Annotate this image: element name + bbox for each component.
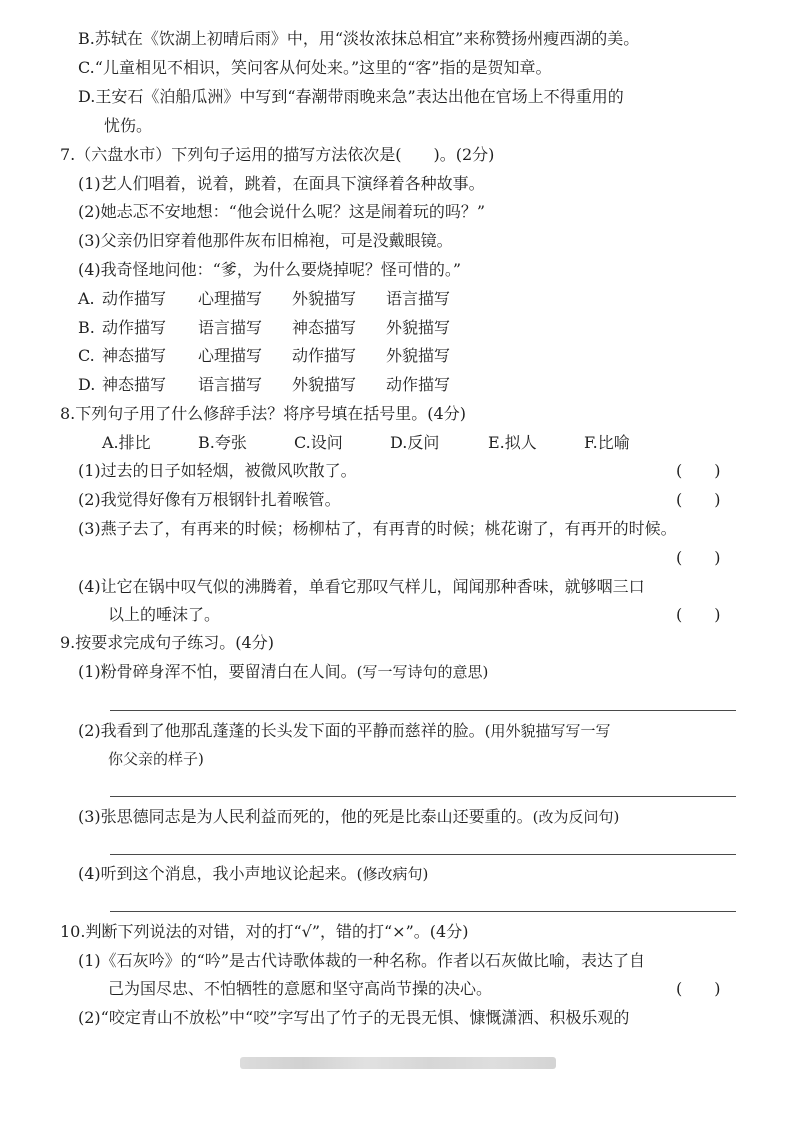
q7-stem: 7.（六盘水市）下列句子运用的描写方法依次是( )。(2分): [60, 145, 495, 164]
q7-option-item: 动作描写: [102, 318, 167, 337]
q8-choice: D.反问: [390, 433, 440, 452]
q6-option-d-line1: D.王安石《泊船瓜洲》中写到“春潮带雨晚来急”表达出他在官场上不得重用的: [78, 87, 624, 106]
q7-option-label: A.: [78, 289, 95, 308]
q9-sentence-1-text: (1)粉骨碎身浑不怕，要留清白在人间。: [78, 662, 357, 681]
q9-sentence-2-instruction-cont: 你父亲的样子): [108, 750, 204, 768]
q8-stem: 8.下列句子用了什么修辞手法？将序号填在括号里。(4分): [60, 404, 466, 423]
q8-choice: A.排比: [102, 433, 151, 452]
q8-sentence-4-line1: (4)让它在锅中叹气似的沸腾着，单看它那叹气样儿，闻闻那种香味，就够咽三口: [78, 577, 645, 596]
q7-sentence-3: (3)父亲仍旧穿着他那件灰布旧棉袍，可是没戴眼镜。: [78, 231, 453, 250]
q9-sentence-4-instruction: (修改病句): [356, 865, 429, 883]
q7-option-item: 外貌描写: [386, 318, 451, 337]
q7-option-label: C.: [78, 346, 95, 365]
q8-sentence-1: (1)过去的日子如轻烟，被微风吹散了。: [78, 461, 357, 480]
q8-choice: E.拟人: [488, 433, 537, 452]
q7-option-item: 语言描写: [198, 375, 263, 394]
q7-sentence-2: (2)她忐忑不安地想：“他会说什么呢？这是闹着玩的吗？”: [78, 202, 486, 221]
q6-option-c: C.“儿童相见不相识，笑问客从何处来。”这里的“客”指的是贺知章。: [78, 58, 552, 77]
q7-option-item: 动作描写: [102, 289, 167, 308]
q7-sentence-1: (1)艺人们唱着，说着，跳着，在面具下演绎着各种故事。: [78, 174, 485, 193]
q7-option-item: 神态描写: [102, 375, 167, 394]
q7-option-item: 外貌描写: [292, 375, 357, 394]
q8-choice: B.夸张: [198, 433, 247, 452]
answer-parentheses[interactable]: ( ): [676, 461, 721, 480]
answer-line[interactable]: [110, 710, 736, 711]
q10-statement-2: (2)“咬定青山不放松”中“咬”字写出了竹子的无畏无惧、慷慨潇洒、积极乐观的: [78, 1008, 630, 1027]
q8-choice: F.比喻: [584, 433, 630, 452]
q7-option-item: 外貌描写: [292, 289, 357, 308]
q7-option-item: 动作描写: [386, 375, 451, 394]
q9-sentence-3-instruction: (改为反问句): [532, 808, 620, 826]
q7-option-item: 动作描写: [292, 346, 357, 365]
q7-sentence-4: (4)我奇怪地问他：“爹，为什么要烧掉呢？怪可惜的。”: [78, 260, 462, 279]
blurred-watermark: [240, 1057, 556, 1069]
answer-parentheses[interactable]: ( ): [676, 490, 721, 509]
q9-stem: 9.按要求完成句子练习。(4分): [60, 633, 274, 652]
q7-option-item: 神态描写: [102, 346, 167, 365]
q10-statement-1-line1: (1)《石灰吟》的“吟”是古代诗歌体裁的一种名称。作者以石灰做比喻，表达了自: [78, 951, 646, 970]
q9-sentence-1: [78, 662, 488, 682]
q9-sentence-4-text: (4)听到这个消息，我小声地议论起来。: [78, 864, 357, 883]
q9-sentence-3: [78, 807, 619, 827]
answer-parentheses[interactable]: ( ): [676, 605, 721, 624]
q8-sentence-3: (3)燕子去了，有再来的时候；杨柳枯了，有再青的时候；桃花谢了，有再开的时候。: [78, 519, 677, 538]
answer-line[interactable]: [110, 854, 736, 855]
answer-line[interactable]: [110, 911, 736, 912]
answer-parentheses[interactable]: ( ): [676, 979, 721, 998]
q7-option-item: 语言描写: [386, 289, 451, 308]
q9-sentence-1-instruction: (写一写诗句的意思): [356, 663, 489, 681]
q10-statement-1-line2: 己为国尽忠、不怕牺牲的意愿和坚守高尚节操的决心。: [108, 979, 493, 998]
q6-option-b: B.苏轼在《饮湖上初晴后雨》中，用“淡妆浓抹总相宜”来称赞扬州瘦西湖的美。: [78, 29, 640, 48]
q8-sentence-2: (2)我觉得好像有万根钢针扎着喉管。: [78, 490, 341, 509]
q9-sentence-2-text: (2)我看到了他那乱蓬蓬的长头发下面的平静而慈祥的脸。: [78, 721, 485, 740]
q9-sentence-4: [78, 864, 428, 884]
q9-sentence-3-text: (3)张思德同志是为人民利益而死的，他的死是比泰山还要重的。: [78, 807, 533, 826]
q6-option-d-line2: 忧伤。: [104, 116, 153, 135]
answer-parentheses[interactable]: ( ): [676, 548, 721, 567]
answer-line[interactable]: [110, 796, 736, 797]
q7-option-label: B.: [78, 318, 95, 337]
q10-stem: 10.判断下列说法的对错，对的打“√”，错的打“×”。(4分): [60, 922, 469, 941]
q7-option-item: 外貌描写: [386, 346, 451, 365]
q7-option-item: 心理描写: [198, 346, 263, 365]
q8-sentence-4-line2: 以上的唾沫了。: [108, 605, 221, 624]
q9-sentence-2: [78, 721, 611, 741]
q7-option-item: 神态描写: [292, 318, 357, 337]
q7-option-item: 语言描写: [198, 318, 263, 337]
q7-option-item: 心理描写: [198, 289, 263, 308]
q8-choice: C.设问: [294, 433, 343, 452]
q9-sentence-2-instruction: (用外貌描写写一写: [484, 722, 611, 740]
q7-option-label: D.: [78, 375, 96, 394]
